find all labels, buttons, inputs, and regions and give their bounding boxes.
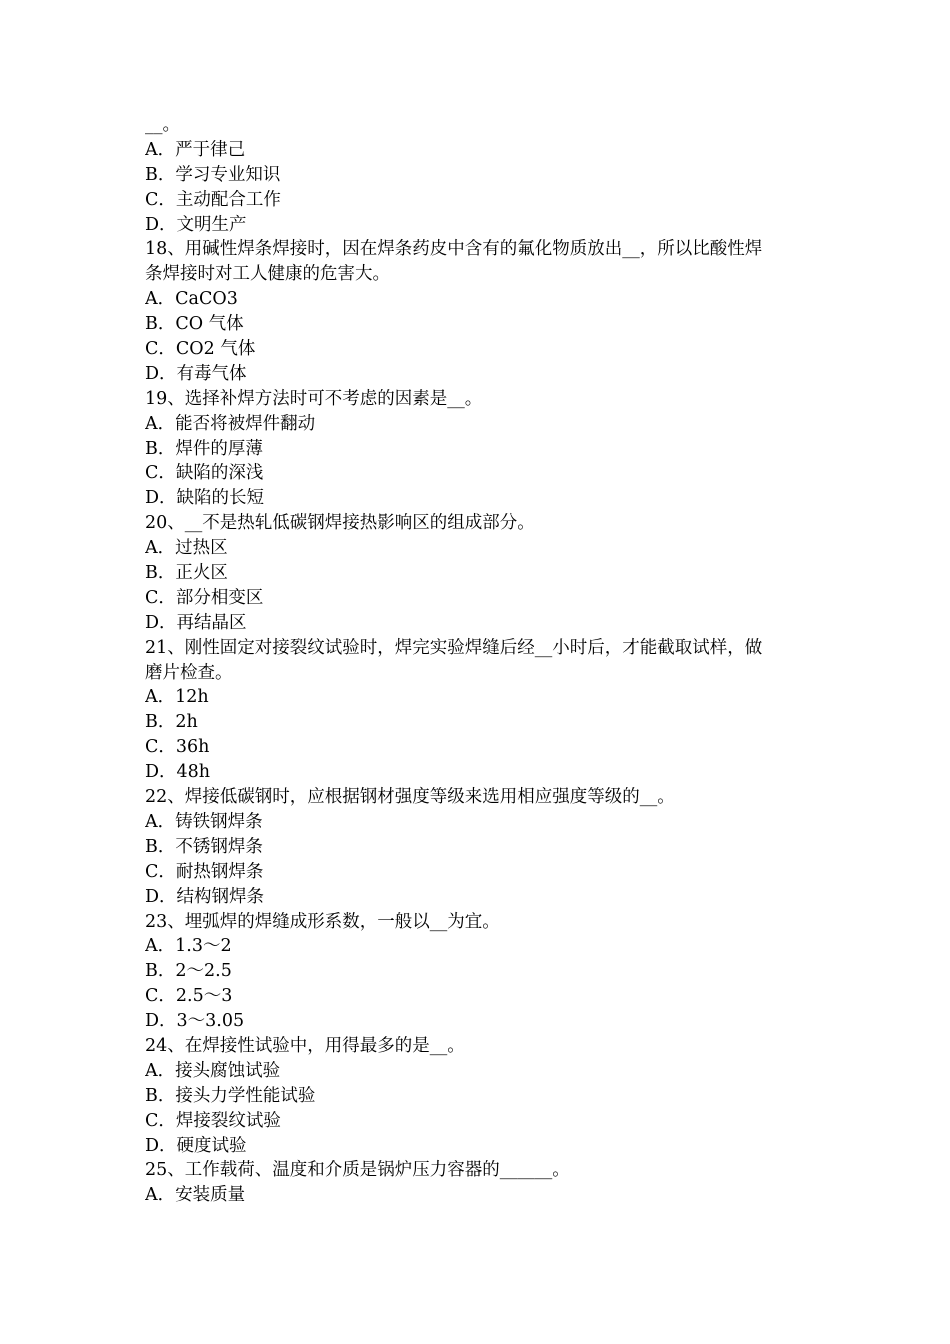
option-line: A．12h [145, 687, 209, 708]
option-line: B．接头力学性能试验 [145, 1085, 316, 1106]
option-line: D．48h [145, 762, 211, 783]
option-line: A．过热区 [145, 538, 228, 559]
option-line: A．接头腐蚀试验 [145, 1060, 281, 1081]
option-line: A．1.3～2 [145, 936, 232, 957]
question-22: 22、焊接低碳钢时，应根据钢材强度等级来选用相应强度等级的__。 [145, 787, 675, 808]
option-line: D．再结晶区 [145, 612, 247, 633]
option-line: D．文明生产 [145, 214, 247, 235]
option-line: B．学习专业知识 [145, 164, 281, 185]
question-20: 20、__不是热轧低碳钢焊接热影响区的组成部分。 [145, 513, 535, 534]
question-21-continued: 磨片检查。 [145, 662, 233, 683]
question-24: 24、在焊接性试验中，用得最多的是__。 [145, 1035, 465, 1056]
option-line: C．焊接裂纹试验 [145, 1110, 281, 1131]
option-line: A．安装质量 [145, 1185, 246, 1206]
text-line: __。 [145, 115, 180, 135]
question-23: 23、埋弧焊的焊缝成形系数，一般以__为宜。 [145, 911, 500, 932]
option-line: D．缺陷的长短 [145, 488, 265, 509]
option-line: A．CaCO3 [145, 289, 238, 310]
option-line: A．铸铁钢焊条 [145, 811, 263, 832]
question-19: 19、选择补焊方法时可不考虑的因素是__。 [145, 388, 483, 409]
option-line: C．36h [145, 737, 210, 758]
question-21: 21、刚性固定对接裂纹试验时，焊完实验焊缝后经__小时后，才能截取试样，做 [145, 637, 763, 658]
option-line: D．有毒气体 [145, 363, 247, 384]
option-line: B．2h [145, 712, 198, 733]
option-line: C．2.5～3 [145, 986, 233, 1007]
option-line: C．部分相变区 [145, 587, 264, 608]
option-line: D．硬度试验 [145, 1135, 247, 1156]
document-page [145, 113, 815, 1208]
option-line: B．焊件的厚薄 [145, 438, 263, 459]
option-line: D．结构钢焊条 [145, 886, 265, 907]
question-25: 25、工作载荷、温度和介质是锅炉压力容器的______。 [145, 1160, 570, 1181]
option-line: B．2～2.5 [145, 961, 232, 982]
option-line: B．不锈钢焊条 [145, 836, 263, 857]
question-18-continued: 条焊接时对工人健康的危害大。 [145, 264, 390, 285]
option-line: B．CO 气体 [145, 314, 244, 335]
option-line: D．3～3.05 [145, 1011, 245, 1032]
option-line: A．能否将被焊件翻动 [145, 413, 316, 434]
option-line: C．缺陷的深浅 [145, 463, 264, 484]
option-line: C．耐热钢焊条 [145, 861, 264, 882]
option-line: C．主动配合工作 [145, 189, 281, 210]
question-18: 18、用碱性焊条焊接时，因在焊条药皮中含有的氟化物质放出__，所以比酸性焊 [145, 239, 763, 260]
option-line: A．严于律己 [145, 139, 246, 160]
option-line: C．CO2 气体 [145, 339, 256, 360]
option-line: B．正火区 [145, 563, 228, 584]
